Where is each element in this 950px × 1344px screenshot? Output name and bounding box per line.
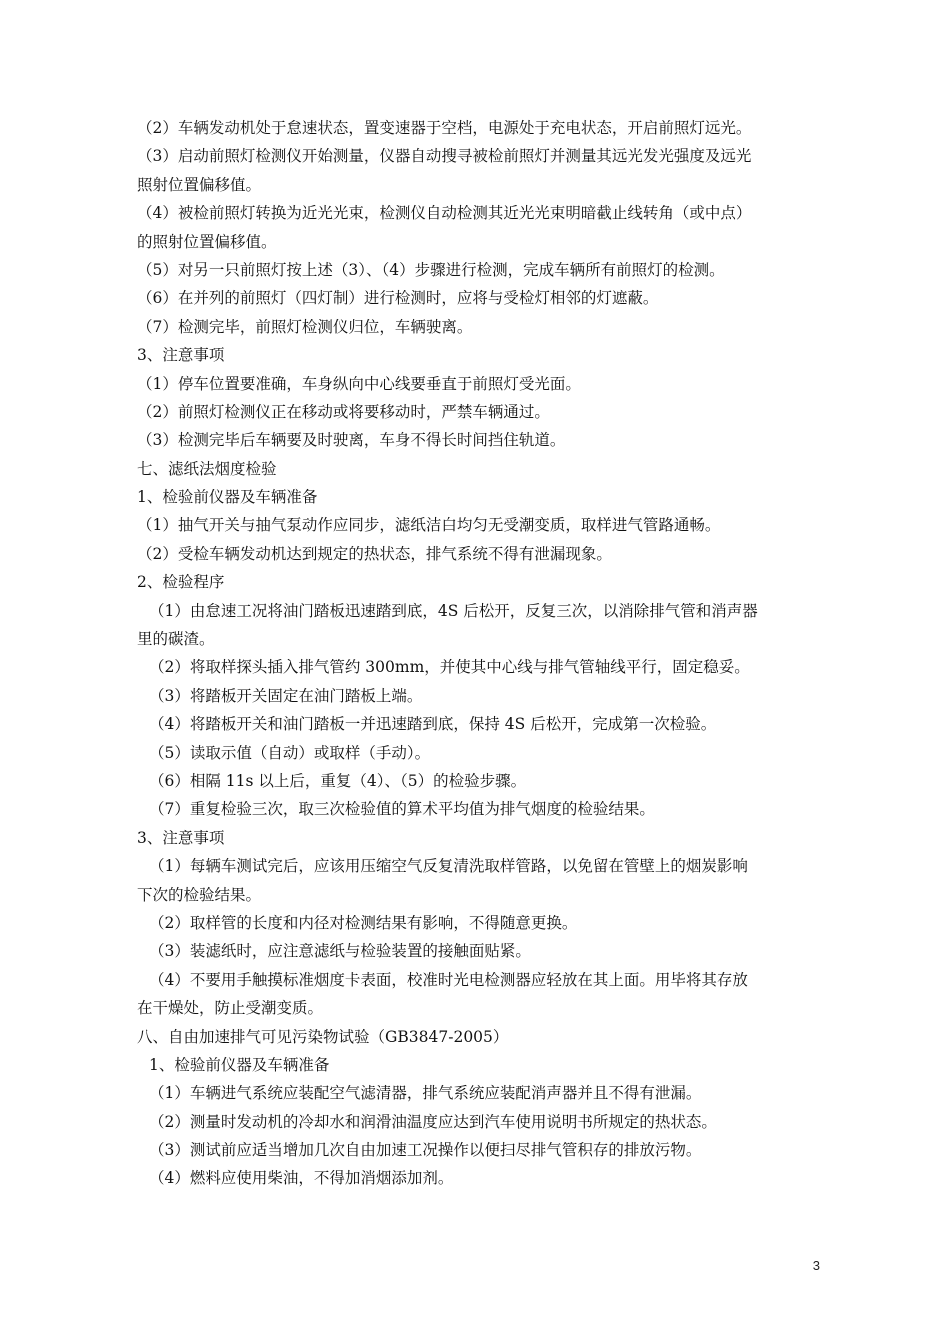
text-line: （2）将取样探头插入排气管约 300mm，并使其中心线与排气管轴线平行，固定稳妥。 [149,658,750,677]
text-line: 照射位置偏移值。 [137,175,262,194]
text-line: （1）每辆车测试完后，应该用压缩空气反复清洗取样管路，以免留在管壁上的烟炭影响 [149,857,748,876]
text-line: （2）测量时发动机的冷却水和润滑油温度应达到汽车使用说明书所规定的热状态。 [149,1112,717,1131]
text-line: （1）车辆进气系统应装配空气滤清器，排气系统应装配消声器并且不得有泄漏。 [149,1084,702,1103]
text-line: 里的碳渣。 [137,630,215,649]
text-line: （1）抽气开关与抽气泵动作应同步，滤纸洁白均匀无受潮变质，取样进气管路通畅。 [137,516,721,535]
section-heading: 2、检验程序 [137,573,225,592]
text-line: （3）测试前应适当增加几次自由加速工况操作以便扫尽排气管积存的排放污物。 [149,1141,702,1160]
text-line: 的照射位置偏移值。 [137,232,277,251]
section-heading: 1、检验前仪器及车辆准备 [137,488,318,507]
text-line: （3）装滤纸时，应注意滤纸与检验装置的接触面贴紧。 [149,942,531,961]
text-line: （3）检测完毕后车辆要及时驶离，车身不得长时间挡住轨道。 [137,431,566,450]
chapter-heading: 七、滤纸法烟度检验 [137,459,277,478]
section-heading: 1、检验前仪器及车辆准备 [149,1055,330,1074]
text-line: （6）相隔 11s 以上后，重复（4）、（5）的检验步骤。 [149,771,527,790]
text-line: （2）取样管的长度和内径对检测结果有影响，不得随意更换。 [149,913,578,932]
text-line: （1）停车位置要准确，车身纵向中心线要垂直于前照灯受光面。 [137,374,581,393]
section-heading: 3、注意事项 [137,346,225,365]
text-line: （7）检测完毕，前照灯检测仪归位，车辆驶离。 [137,317,473,336]
text-line: （6）在并列的前照灯（四灯制）进行检测时，应将与受检灯相邻的灯遮蔽。 [137,289,659,308]
text-line: （2）前照灯检测仪正在移动或将要移动时，严禁车辆通过。 [137,402,550,421]
text-line: 在干燥处，防止受潮变质。 [137,999,324,1018]
text-line: （2）车辆发动机处于怠速状态，置变速器于空档，电源处于充电状态，开启前照灯远光。 [137,119,752,137]
document-body [137,114,817,1193]
text-line: （5）对另一只前照灯按上述（3）、（4）步骤进行检测，完成车辆所有前照灯的检测。 [137,260,725,279]
page-number: 3 [812,1258,820,1273]
chapter-heading: 八、自由加速排气可见污染物试验（GB3847-2005） [137,1027,509,1046]
text-line: （7）重复检验三次，取三次检验值的算术平均值为排气烟度的检验结果。 [149,800,655,819]
text-line: （4）燃料应使用柴油，不得加消烟添加剂。 [149,1169,454,1188]
text-line: （4）将踏板开关和油门踏板一并迅速踏到底，保持 4S 后松开，完成第一次检验。 [149,715,717,734]
text-line: 下次的检验结果。 [137,885,262,904]
text-line: （2）受检车辆发动机达到规定的热状态，排气系统不得有泄漏现象。 [137,544,612,563]
text-line: （3）将踏板开关固定在油门踏板上端。 [149,686,423,705]
section-heading: 3、注意事项 [137,828,225,847]
text-line: （1）由怠速工况将油门踏板迅速踏到底，4S 后松开，反复三次，以消除排气管和消声器 [149,601,758,620]
text-line: （3）启动前照灯检测仪开始测量，仪器自动搜寻被检前照灯并测量其远光发光强度及远光 [137,147,752,166]
text-line: （4）被检前照灯转换为近光光束，检测仪自动检测其近光光束明暗截止线转角（或中点） [137,204,752,223]
text-line: （5）读取示值（自动）或取样（手动）。 [149,743,431,762]
text-line: （4）不要用手触摸标准烟度卡表面，校准时光电检测器应轻放在其上面。用毕将其存放 [149,970,748,989]
